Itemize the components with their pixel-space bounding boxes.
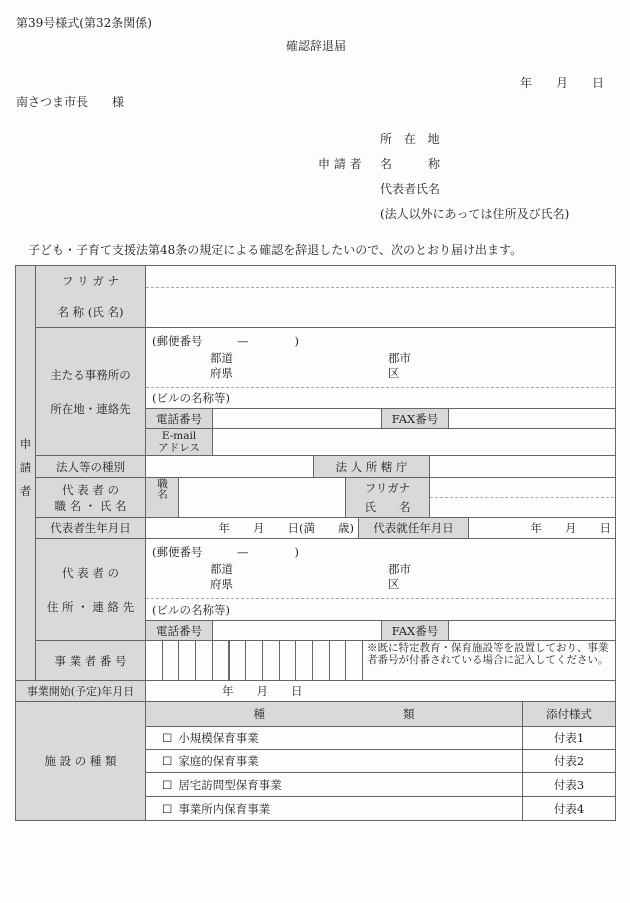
facility-row[interactable] (145, 726, 523, 750)
rep-label: 代表者氏名 (380, 182, 441, 196)
rep-city-label-1: 郡市 (388, 562, 411, 576)
position-label: 職名 (145, 477, 179, 518)
operator-number-digit[interactable] (295, 640, 313, 681)
rep-furigana-label: フリガナ (364, 480, 411, 495)
operator-number-digit[interactable] (262, 640, 280, 681)
facility-name: 家庭的保育事業 (178, 754, 259, 768)
checkbox-icon[interactable]: ☐ (162, 754, 173, 768)
statement: 子ども・子育て支援法第48条の規定による確認を辞退したいので、次のとおり届け出ます。 (28, 243, 523, 257)
rep-address-field[interactable] (145, 538, 616, 621)
operator-note: ※既に特定教育・保育施設等を設置しており、事業者番号が付番されている場合に記入してください。 (362, 640, 616, 681)
facility-attachment: 付表1 (522, 726, 616, 750)
attachment-header: 添付様式 (522, 701, 616, 727)
start-date-value: 年 月 日 (222, 684, 303, 698)
city-label-2: 区 (388, 366, 400, 380)
rep-birth-label: 代表者生年月日 (35, 517, 146, 539)
operator-number-digit[interactable] (229, 640, 247, 681)
name-label: 名 称 (380, 157, 441, 171)
rep-birth-field[interactable] (145, 517, 359, 539)
divider (146, 387, 614, 388)
rep-address-label-1: 代 表 者 の (62, 565, 119, 580)
rep-prefecture-label-2: 府県 (210, 577, 233, 591)
divider (146, 287, 614, 288)
rep-fax-label: FAX番号 (381, 620, 449, 641)
rep-fax-field[interactable] (448, 620, 616, 641)
rep-name-label-text: 氏 名 (364, 500, 411, 515)
birth-value: 年 月 日(満 歳) (218, 521, 354, 535)
rep-postal-label: (郵便番号 — ) (152, 545, 299, 559)
date-day: 日 (592, 76, 605, 90)
postal-label: (郵便番号 — ) (152, 334, 299, 348)
operator-number-digit[interactable] (178, 640, 196, 681)
rep-building-label: (ビルの名称等) (152, 603, 230, 617)
facility-name: 居宅訪問型保育事業 (178, 777, 282, 792)
fax-label: FAX番号 (381, 408, 449, 429)
phone-label: 電話番号 (145, 408, 213, 429)
facility-type-label: 施 設 の 種 類 (15, 701, 146, 821)
rep-address-label (35, 538, 146, 641)
name-field[interactable] (145, 265, 616, 328)
checkbox-icon[interactable]: ☐ (162, 801, 173, 816)
start-date-label: 事業開始(予定)年月日 (15, 680, 146, 702)
form-number: 第39号様式(第32条関係) (16, 16, 152, 30)
facility-row[interactable] (145, 772, 523, 797)
divider (146, 598, 614, 599)
office-label-cell (35, 327, 146, 456)
appointed-field[interactable] (468, 517, 616, 539)
rep-city-label-2: 区 (388, 577, 400, 591)
operator-number-digit[interactable] (162, 640, 180, 681)
operator-number-digit[interactable] (345, 640, 363, 681)
prefecture-label-2: 府県 (210, 366, 233, 380)
rep-phone-label: 電話番号 (145, 620, 213, 641)
operator-number-digit[interactable] (212, 640, 230, 681)
rep-address-label-2: 住 所 ・ 連 絡 先 (46, 599, 135, 614)
office-address-field[interactable] (145, 327, 616, 409)
rep-phone-field[interactable] (212, 620, 382, 641)
email-field[interactable] (212, 428, 616, 456)
prefecture-label-1: 都道 (210, 351, 233, 365)
operator-number-label: 事 業 者 番 号 (35, 640, 146, 681)
building-label: (ビルの名称等) (152, 391, 230, 405)
fax-field[interactable] (448, 408, 616, 429)
rep-title-label-1: 代 表 者 の (62, 482, 119, 497)
operator-number-digit[interactable] (195, 640, 213, 681)
operator-number-digit[interactable] (279, 640, 297, 681)
name-label-cell (35, 265, 146, 328)
furigana-label: フ リ ガ ナ (62, 274, 119, 289)
applicant-side-label (15, 265, 36, 681)
operator-number-digit[interactable] (329, 640, 347, 681)
applicant-label: 申 請 者 (318, 157, 362, 171)
rep-title-label (35, 477, 146, 518)
rep-name-label (345, 477, 430, 518)
operator-number-digit[interactable] (245, 640, 263, 681)
appointed-label: 代表就任年月日 (358, 517, 469, 539)
date-year: 年 (520, 76, 533, 90)
email-label-1: E-mail (161, 430, 197, 442)
date-month: 月 (556, 76, 569, 90)
city-label-1: 郡市 (388, 351, 411, 365)
rep-note: (法人以外にあっては住所及び氏名) (380, 207, 570, 221)
phone-field[interactable] (212, 408, 382, 429)
checkbox-icon[interactable]: ☐ (162, 731, 173, 745)
addressee: 南さつま市長 様 (16, 95, 125, 109)
facility-attachment: 付表4 (522, 796, 616, 821)
facility-attachment: 付表2 (522, 749, 616, 773)
position-field[interactable] (178, 477, 346, 518)
facility-attachment: 付表3 (522, 772, 616, 797)
corp-type-label: 法人等の種別 (35, 455, 146, 478)
corp-type-field[interactable] (145, 455, 314, 478)
page-title: 確認辞退届 (286, 39, 347, 53)
rep-prefecture-label-1: 都道 (210, 562, 233, 576)
facility-row[interactable] (145, 796, 523, 821)
office-label-1: 主たる事務所の (50, 367, 131, 382)
location-label: 所 在 地 (380, 132, 444, 146)
office-label-2: 所在地・連絡先 (50, 401, 131, 416)
kind-header: 種 類 (145, 701, 523, 727)
name-label: 名 称 (氏 名) (57, 304, 124, 319)
email-label-2: アドレス (158, 442, 200, 454)
applicant-side-text: 申請者 (18, 437, 33, 509)
operator-number-digit[interactable] (145, 640, 163, 681)
rep-title-label-2: 職 名 ・ 氏 名 (54, 498, 127, 513)
appointed-value: 年 月 日 (530, 521, 611, 535)
checkbox-icon[interactable]: ☐ (162, 777, 173, 792)
divider (430, 497, 614, 498)
facility-row[interactable] (145, 749, 523, 773)
email-label (145, 428, 213, 456)
operator-number-digit[interactable] (312, 640, 330, 681)
authority-label: 法 人 所 轄 庁 (313, 455, 430, 478)
start-date-field[interactable] (145, 680, 616, 702)
facility-name: 事業所内保育事業 (178, 801, 271, 816)
facility-name: 小規模保育事業 (178, 731, 259, 745)
authority-field[interactable] (429, 455, 616, 478)
